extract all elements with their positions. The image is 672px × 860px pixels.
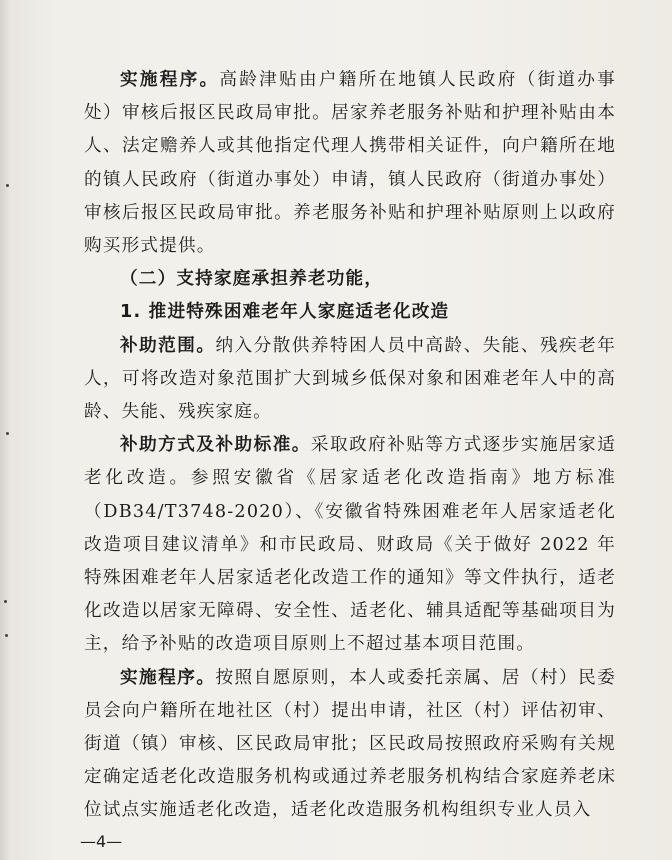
document-body bbox=[84, 64, 616, 828]
scan-speck bbox=[5, 634, 8, 637]
scan-speck bbox=[6, 184, 9, 187]
paragraph-text: 采取政府补贴等方式逐步实施居家适老化改造。参照安徽省《居家适老化改造指南》地方标准（DB34/T3748-2020）、《安徽省特殊困难老年人居家适老化改造项目建议清单》和市民政局、财政局《关于做好 2022 年特殊困难老年人居家适老化改造工作的通知》等文件执行，适老化改造以居家无障碍、安全性、适老化、辅具适配等基础项目为主，给予补贴的改造项目原则上不超过基本项目范围。 bbox=[84, 435, 616, 655]
scan-edge-shadow bbox=[0, 0, 10, 860]
paragraph-subsidy-method bbox=[84, 429, 616, 661]
page-number: —4— bbox=[80, 832, 123, 851]
paragraph-implementation-procedure-2 bbox=[84, 662, 616, 828]
paragraph-implementation-procedure-1 bbox=[84, 64, 616, 263]
subsection-heading-2-1: 1. 推进特殊困难老年人家庭适老化改造 bbox=[120, 302, 450, 323]
paragraph-lead: 实施程序。 bbox=[120, 667, 216, 688]
paragraph-lead: 实施程序。 bbox=[120, 70, 220, 90]
paragraph-lead: 补助范围。 bbox=[120, 335, 216, 356]
paragraph-subsidy-scope bbox=[84, 330, 616, 430]
paragraph-text: 按照自愿原则，本人或委托亲属、居（村）民委员会向户籍所在地社区（村）提出申请，社区（村）评估初审、街道（镇）审核、区民政局审批；区民政局按照政府采购有关规定确定适老化改造服务机构或通过养老服务机构结合家庭养老床位试点实施适老化改造，适老化改造服务机构组织专业人员入 bbox=[84, 667, 616, 821]
scan-speck bbox=[4, 600, 7, 603]
paragraph-text: 纳入分散供养特困人员中高龄、失能、残疾老年人，可将改造对象范围扩大到城乡低保对象和困难老年人中的高龄、失能、残疾家庭。 bbox=[84, 335, 616, 423]
paragraph-text: 高龄津贴由户籍所在地镇人民政府（街道办事处）审核后报区民政局审批。居家养老服务补贴和护理补贴由本人、法定赡养人或其他指定代理人携带相关证件，向户籍所在地的镇人民政府（街道办事处）申请，镇人民政府（街道办事处）审核后报区民政局审批。养老服务补贴和护理补贴原则上以政府购买形式提供。 bbox=[84, 70, 616, 257]
section-heading-2: （二）支持家庭承担养老功能， bbox=[120, 269, 384, 290]
scan-speck bbox=[6, 432, 9, 435]
paragraph-lead: 补助方式及补助标准。 bbox=[120, 435, 311, 456]
